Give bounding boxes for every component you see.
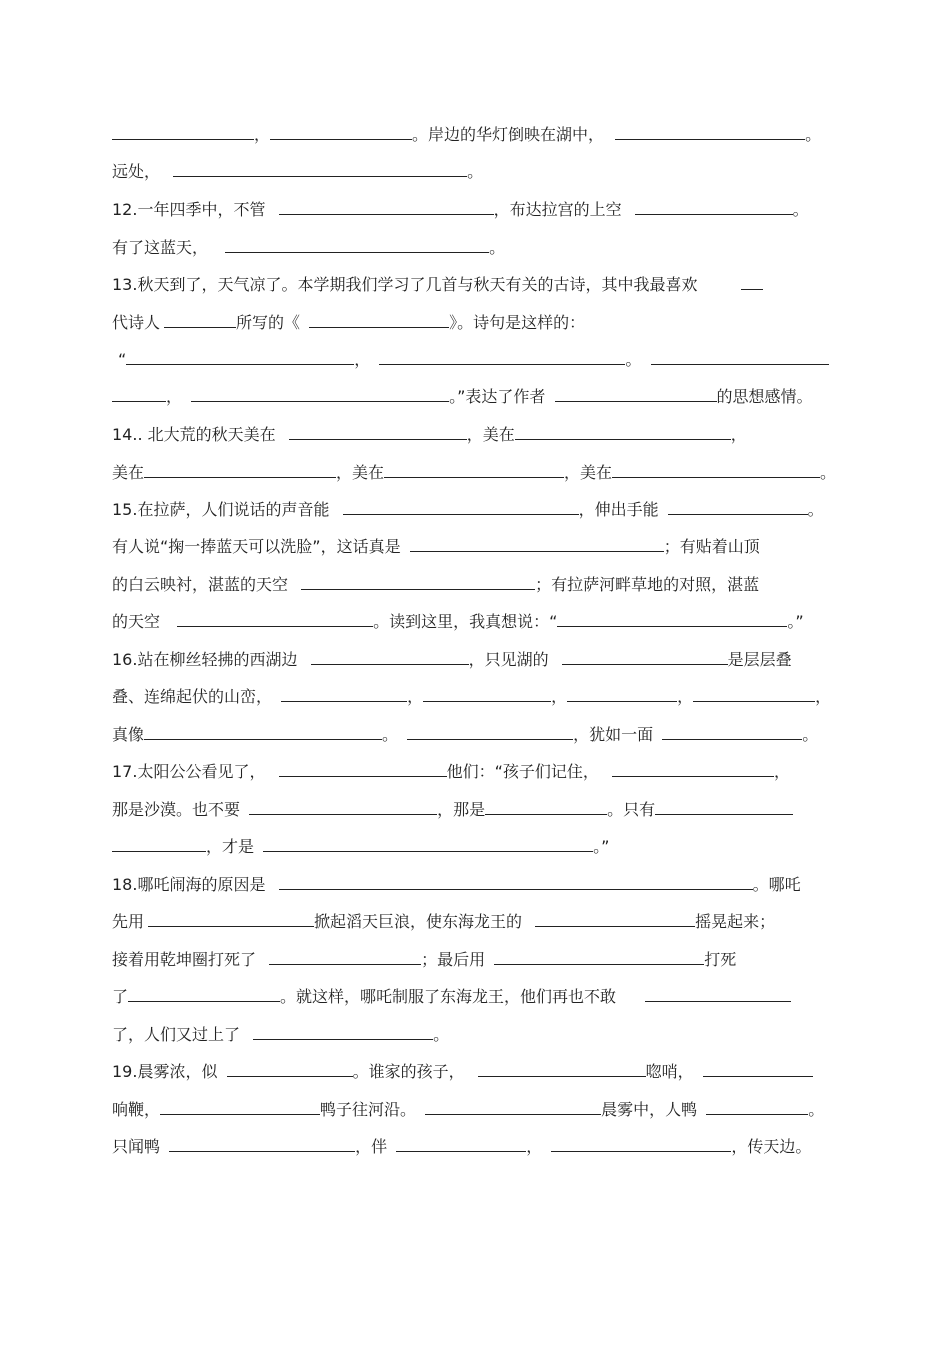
blank[interactable]	[703, 1061, 813, 1077]
blank[interactable]	[615, 124, 805, 140]
blank[interactable]	[555, 386, 717, 402]
blank[interactable]	[225, 237, 489, 253]
q11-line-2: 远处， 。	[112, 162, 484, 181]
question-number: 18.	[112, 875, 138, 894]
blank[interactable]	[379, 349, 625, 365]
blank[interactable]	[289, 424, 467, 440]
blank[interactable]	[112, 386, 166, 402]
question-number: 12.	[112, 200, 138, 219]
blank[interactable]	[173, 161, 467, 177]
question-number: 13.	[112, 275, 138, 294]
q16-line-1: 16.站在柳丝轻拂的西湖边 ，只见湖的 是层层叠	[112, 650, 792, 669]
blank[interactable]	[279, 761, 447, 777]
blank[interactable]	[144, 462, 336, 478]
blank[interactable]	[410, 536, 664, 552]
blank[interactable]	[706, 1099, 808, 1115]
blank[interactable]	[112, 836, 206, 852]
blank[interactable]	[662, 724, 802, 740]
q18-line-1: 18.哪吒闹海的原因是 。哪吒	[112, 875, 801, 894]
q14-line-2: 美在 ，美在 ，美在 。	[112, 463, 837, 482]
blank[interactable]	[384, 462, 564, 478]
q12-line-1: 12.一年四季中，不管 ，布达拉宫的上空 。	[112, 200, 809, 219]
q17-line-3: ，才是 。”	[112, 832, 609, 862]
q18-line-3: 接着用乾坤圈打死了 ；最后用 打死	[112, 950, 737, 969]
q15-line-4: 的天空 。读到这里，我真想说：“ 。”	[112, 612, 804, 631]
blank[interactable]	[693, 686, 815, 702]
blank[interactable]	[148, 911, 314, 927]
question-number: 14..	[112, 425, 143, 444]
q11-line-1: ， 。岸边的华灯倒映在湖中， 。	[112, 120, 821, 150]
blank[interactable]	[160, 1099, 320, 1115]
q14-line-1: 14.. 北大荒的秋天美在 ，美在 ，	[112, 425, 747, 444]
blank[interactable]	[557, 611, 787, 627]
blank[interactable]	[535, 911, 695, 927]
blank[interactable]	[515, 424, 731, 440]
blank[interactable]	[741, 274, 763, 290]
blank[interactable]	[311, 649, 469, 665]
question-number: 15.	[112, 500, 138, 519]
blank[interactable]	[249, 799, 437, 815]
blank[interactable]	[227, 1061, 353, 1077]
blank[interactable]	[668, 499, 808, 515]
blank[interactable]	[279, 874, 753, 890]
question-number: 17.	[112, 762, 138, 781]
blank[interactable]	[423, 686, 551, 702]
blank[interactable]	[126, 349, 354, 365]
q12-line-2: 有了这蓝天， 。	[112, 238, 506, 257]
blank[interactable]	[478, 1061, 646, 1077]
question-number: 19.	[112, 1062, 138, 1081]
blank[interactable]	[191, 386, 449, 402]
q13-line-1: 13.秋天到了，天气凉了。本学期我们学习了几首与秋天有关的古诗，其中我最喜欢	[112, 270, 763, 300]
q16-line-2: 叠、连绵起伏的山峦， ， ， ， ，	[112, 687, 832, 706]
blank[interactable]	[635, 199, 793, 215]
q19-line-2: 响鞭， 鸭子往河沿。 晨雾中，人鸭 。	[112, 1100, 825, 1119]
blank[interactable]	[164, 312, 236, 328]
blank[interactable]	[343, 499, 579, 515]
q19-line-1: 19.晨雾浓，似 。谁家的孩子， 唿哨，	[112, 1057, 813, 1087]
q13-line-2: 代诗人 所写的《 》。诗句是这样的：	[112, 313, 586, 332]
blank[interactable]	[396, 1136, 526, 1152]
blank[interactable]	[301, 574, 535, 590]
blank[interactable]	[263, 836, 593, 852]
q16-line-3: 真像 。 ，犹如一面 。	[112, 725, 819, 744]
blank[interactable]	[128, 986, 280, 1002]
q15-line-2: 有人说“掬一捧蓝天可以洗脸”，这话真是 ；有贴着山顶	[112, 537, 760, 556]
q17-line-2: 那是沙漠。也不要 ，那是 。只有	[112, 795, 793, 825]
blank[interactable]	[425, 1099, 601, 1115]
blank[interactable]	[309, 312, 449, 328]
blank[interactable]	[562, 649, 728, 665]
q15-line-3: 的白云映衬，湛蓝的天空 ；有拉萨河畔草地的对照，湛蓝	[112, 575, 760, 594]
blank[interactable]	[494, 949, 704, 965]
blank[interactable]	[281, 686, 407, 702]
blank[interactable]	[112, 124, 254, 140]
q13-line-3: “ ， 。	[112, 345, 829, 375]
blank[interactable]	[567, 686, 677, 702]
q18-line-2: 先用 掀起滔天巨浪，使东海龙王的 摇晃起来；	[112, 912, 776, 931]
blank[interactable]	[651, 349, 829, 365]
blank[interactable]	[551, 1136, 731, 1152]
blank[interactable]	[169, 1136, 355, 1152]
blank[interactable]	[645, 986, 791, 1002]
q18-line-5: 了，人们又过上了 。	[112, 1025, 450, 1044]
q13-line-4: ， 。”表达了作者 的思想感情。	[112, 382, 813, 412]
q18-line-4: 了 。就这样，哪吒制服了东海龙王，他们再也不敢	[112, 982, 791, 1012]
blank[interactable]	[253, 1024, 433, 1040]
blank[interactable]	[270, 124, 412, 140]
q17-line-1: 17.太阳公公看见了， 他们：“孩子们记住， ，	[112, 762, 790, 781]
q19-line-3: 只闻鸭 ，伴 ， ，传天边。	[112, 1137, 812, 1156]
blank[interactable]	[279, 199, 494, 215]
blank[interactable]	[655, 799, 793, 815]
blank[interactable]	[407, 724, 573, 740]
blank[interactable]	[144, 724, 382, 740]
blank[interactable]	[485, 799, 607, 815]
blank[interactable]	[177, 611, 373, 627]
blank[interactable]	[612, 462, 820, 478]
question-number: 16.	[112, 650, 138, 669]
q15-line-1: 15.在拉萨，人们说话的声音能 ，伸出手能 。	[112, 500, 824, 519]
blank[interactable]	[269, 949, 421, 965]
blank[interactable]	[612, 761, 774, 777]
